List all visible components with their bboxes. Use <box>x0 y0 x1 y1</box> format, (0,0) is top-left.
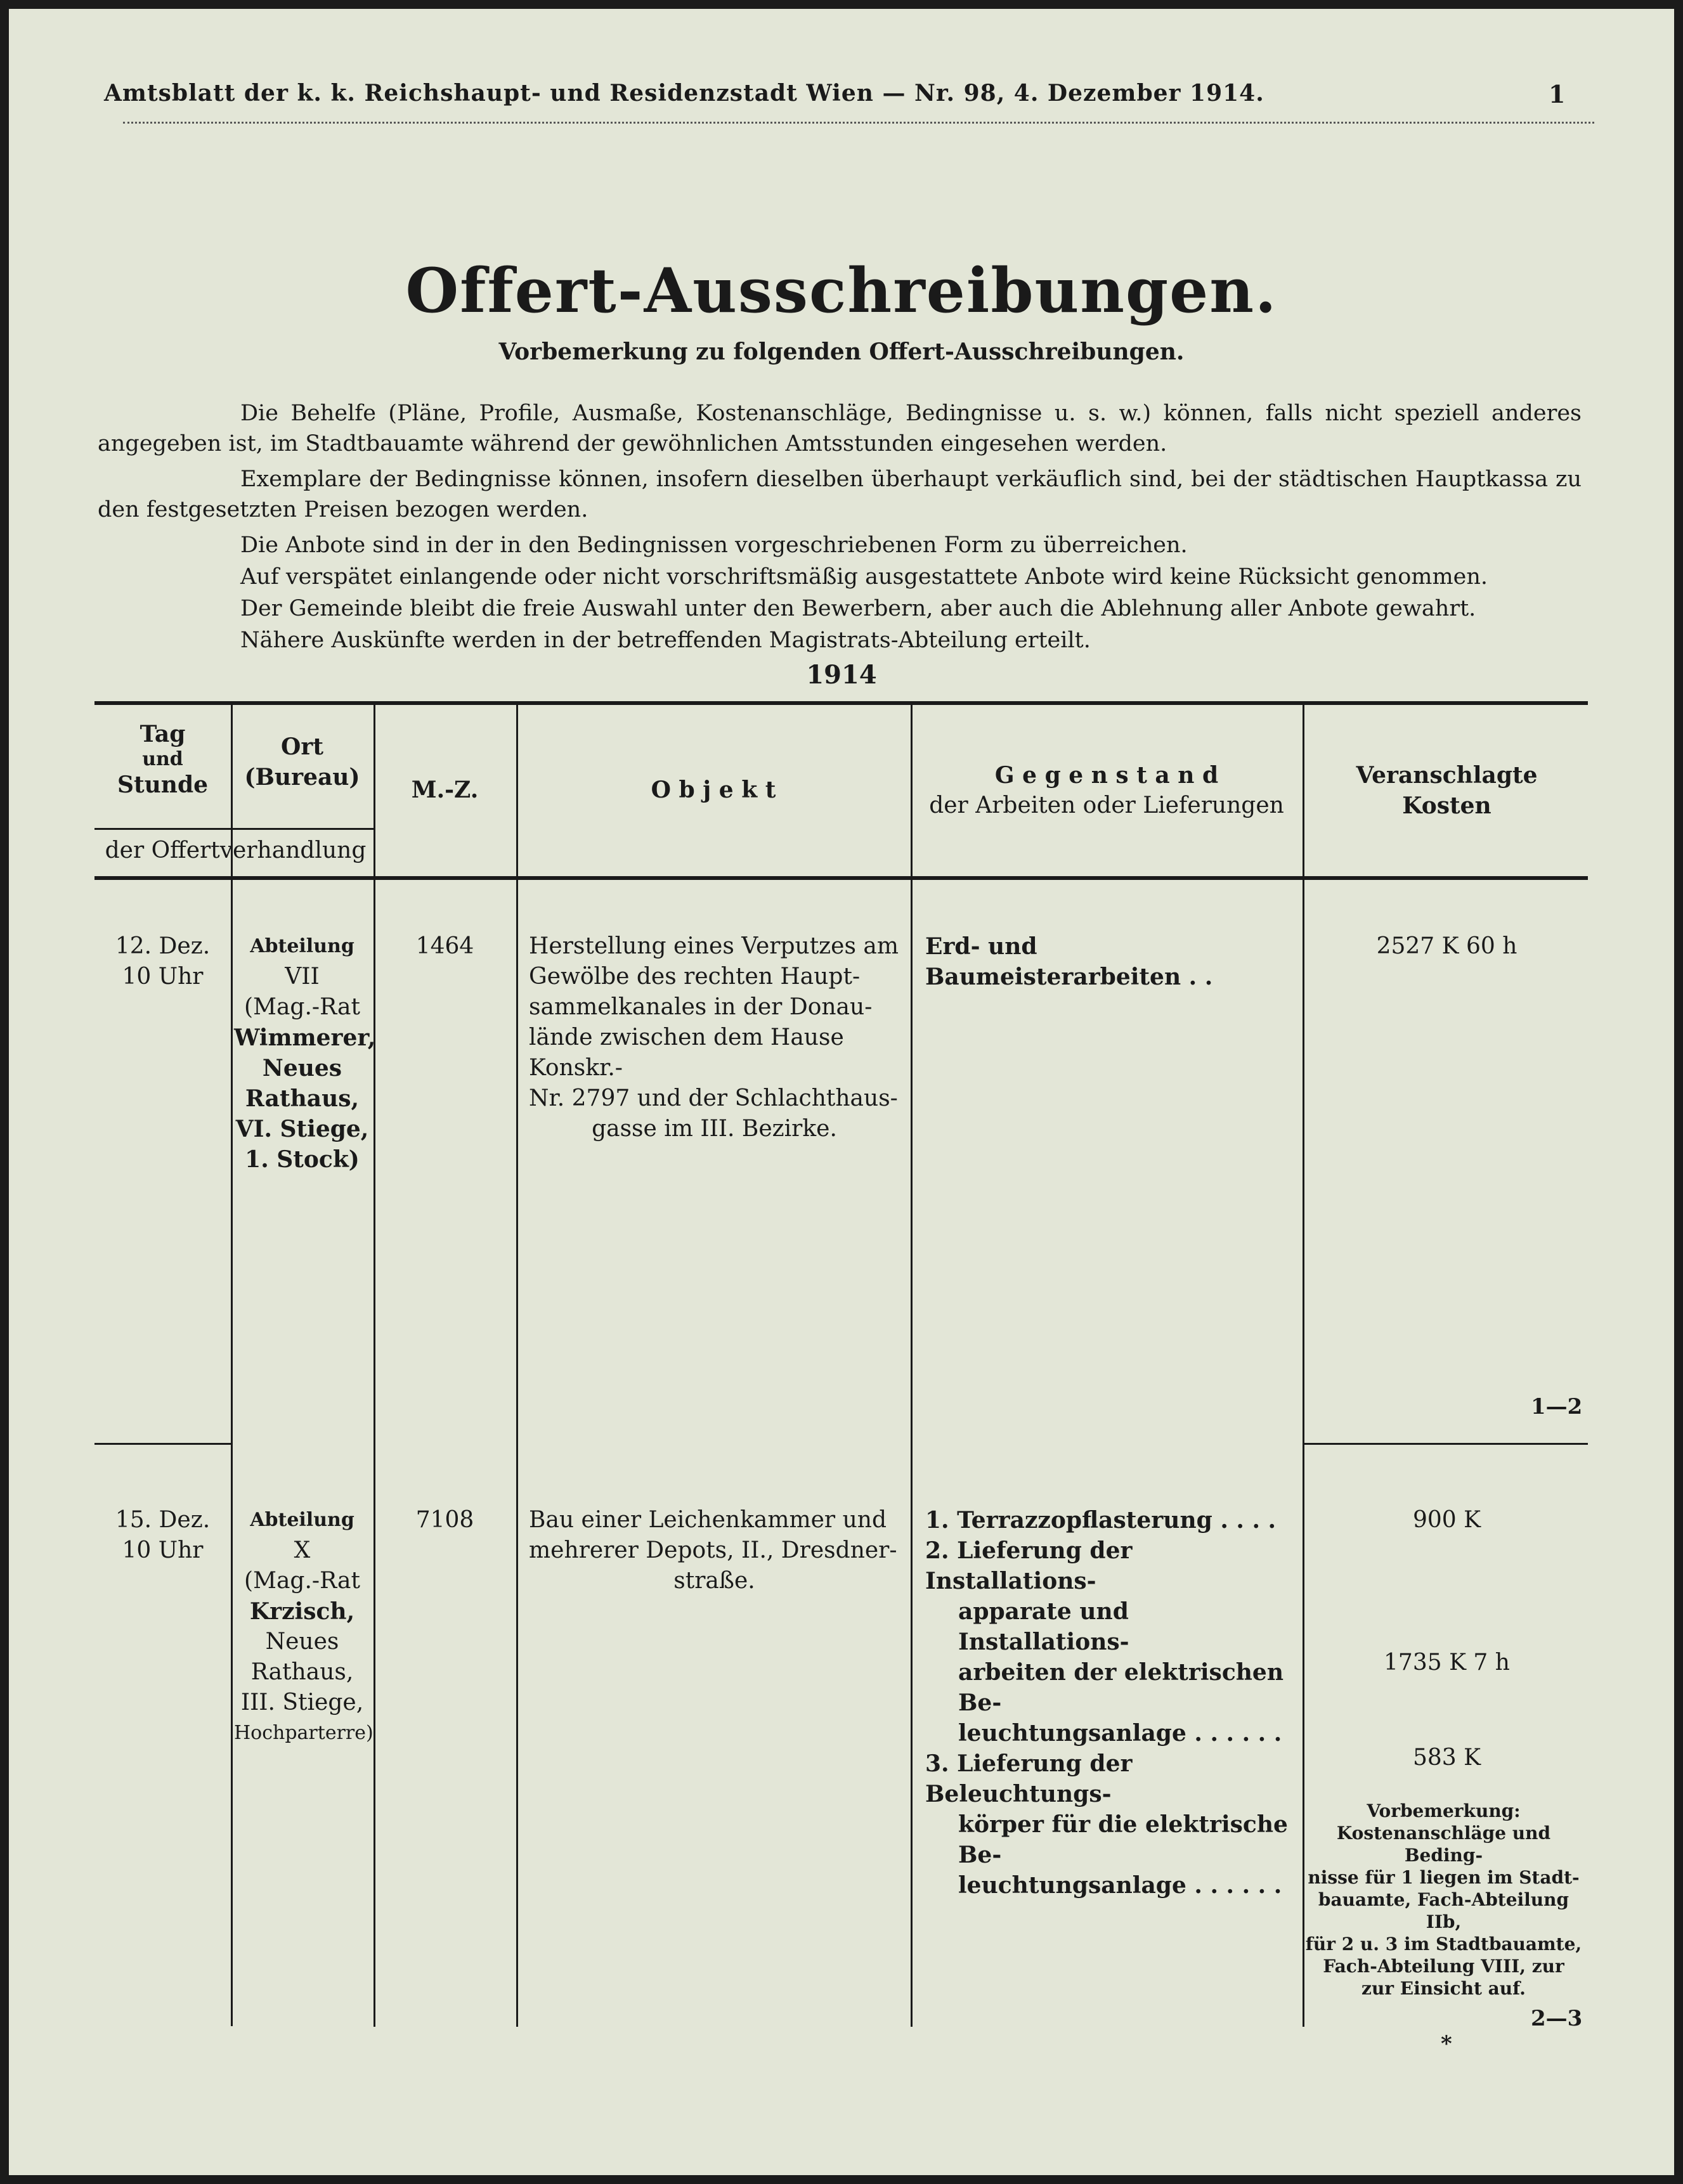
row1-kosten: 2527 K 60 h <box>1376 933 1517 959</box>
item-2: 2. Lieferung der Installations- <box>925 1537 1133 1594</box>
header-tag: Tag und Stunde <box>117 721 209 798</box>
page-number: 1 <box>1549 80 1566 108</box>
subtitle: Vorbemerkung zu folgenden Offert-Ausschreibungen. <box>498 339 1185 365</box>
row2-note: Vorbemerkung: Kostenanschläge und Beding- nisse für 1 liegen im Stadt- bauamte, Fach-Abteilung IIb, für 2 u. 3 im Stadtbauamte, Fach-Abteilung VIII, zur zur Einsicht auf. <box>1305 1800 1582 1999</box>
header-kosten: Veranschlagte Kosten <box>1356 762 1538 819</box>
footer-mark: * <box>1441 2031 1452 2057</box>
header-mz: M.-Z. <box>411 777 479 803</box>
paragraph: Auf verspätet einlangende oder nicht vorschriftsmäßig ausgestattete Anbote wird keine Rücksicht genommen. <box>240 564 1488 590</box>
row2-datetime: 15. Dez. 10 Uhr <box>115 1507 211 1563</box>
paragraph: Die Behelfe (Pläne, Profile, Ausmaße, Kostenanschläge, Bedingnisse u. s. w.) können, falls nicht speziell anderes angegeben ist, im Stadtbauamte während der gewöhnlichen Amtsstunden eingesehen werden. <box>98 401 1582 456</box>
row2-ort: Abteilung X (Mag.-Rat Krzisch, Neues Rathaus, III. Stiege, Hochparterre) <box>234 1509 374 1744</box>
row2-kosten-1: 900 K <box>1412 1507 1481 1533</box>
header-ort: Ort (Bureau) <box>244 733 360 791</box>
paragraph: Der Gemeinde bleibt die freie Auswahl unter den Bewerbern, aber auch die Ablehnung aller Anbote gewahrt. <box>240 596 1476 621</box>
row1-mz: 1464 <box>415 933 474 959</box>
column-divider <box>374 705 375 2027</box>
item-1: 1. Terrazzopflasterung . . . . <box>925 1507 1277 1534</box>
item-3: 3. Lieferung der Beleuchtungs- <box>925 1750 1133 1807</box>
column-divider <box>911 705 913 2027</box>
header-subrule <box>94 828 374 830</box>
row1-objekt: Herstellung eines Verputzes am Gewölbe des rechten Haupt- sammelkanales in der Donau- lände zwischen dem Hause Konskr.- Nr. 2797 und der Schlachthaus- gasse im III. Bezirke. <box>529 933 899 1142</box>
row1-range: 1—2 <box>1531 1394 1583 1419</box>
row2-kosten-3: 583 K <box>1412 1745 1481 1771</box>
document-page <box>9 9 1674 2175</box>
year-heading: 1914 <box>806 660 877 690</box>
paragraph: Die Anbote sind in der in den Bedingnissen vorgeschriebenen Form zu überreichen. <box>240 533 1188 558</box>
paragraph: Exemplare der Bedingnisse können, insofern dieselben überhaupt verkäuflich sind, bei der städtischen Hauptkassa zu den festgesetzten Preisen bezogen werden. <box>98 467 1582 522</box>
row2-mz: 7108 <box>415 1507 474 1533</box>
row2-range: 2—3 <box>1531 2006 1583 2031</box>
row2-kosten-2: 1735 K 7 h <box>1384 1650 1510 1676</box>
table-header-rule <box>94 876 1588 880</box>
table-top-rule <box>94 701 1588 705</box>
row-divider <box>1303 1443 1588 1445</box>
row2-gegenstand: 1. Terrazzopflasterung . . . . 2. Lieferung der Installations- apparate und Installations- arbeiten der elektrischen Be- leuchtungsanlage . . . . . . 3. Lieferung der Beleuchtungs- körper für die elektrische Be- leuchtungsanlage . . . . . . <box>925 1505 1296 1901</box>
running-header: Amtsblatt der k. k. Reichshaupt- und Residenzstadt Wien — Nr. 98, 4. Dezember 1914. <box>104 80 1264 107</box>
row2-objekt: Bau einer Leichenkammer und mehrerer Depots, II., Dresdner- straße. <box>529 1507 897 1594</box>
row1-gegenstand: Erd- und Baumeisterarbeiten . . <box>925 933 1213 990</box>
column-divider <box>231 1443 233 2026</box>
column-divider <box>516 705 518 2027</box>
row1-datetime: 12. Dez. 10 Uhr <box>115 933 211 990</box>
row1-ort: Abteilung VII (Mag.-Rat Wimmerer, Neues Rathaus, VI. Stiege, 1. Stock) <box>234 935 376 1173</box>
row-divider <box>94 1443 231 1445</box>
header-rule <box>123 122 1594 124</box>
paragraph: Nähere Auskünfte werden in der betreffenden Magistrats-Abteilung erteilt. <box>240 628 1091 653</box>
column-divider <box>231 705 233 1523</box>
page-title: Offert-Ausschreibungen. <box>405 255 1278 326</box>
header-objekt: O b j e k t <box>651 777 776 803</box>
header-offertverhandlung: der Offertverhandlung <box>105 837 367 863</box>
header-gegenstand: G e g e n s t a n d der Arbeiten oder Lieferungen <box>929 762 1284 818</box>
